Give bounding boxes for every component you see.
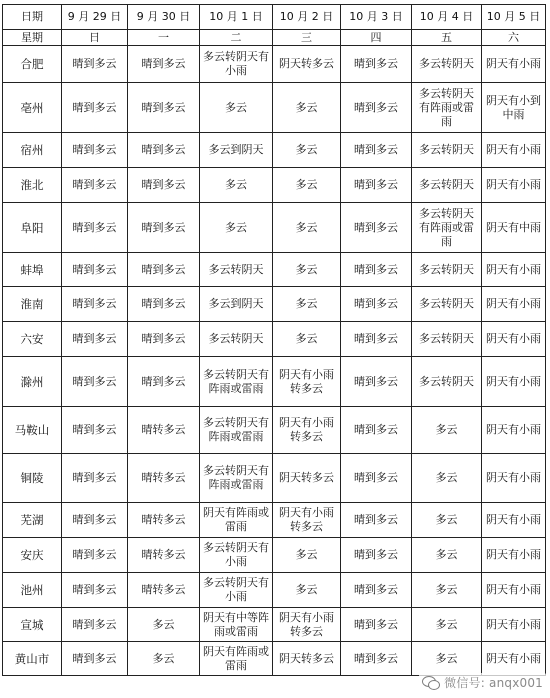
city-name: 宣城 [3, 608, 62, 642]
forecast-cell: 晴到多云 [341, 83, 412, 133]
table-row [3, 133, 546, 168]
table-row [3, 287, 546, 322]
city-name: 合肥 [3, 46, 62, 83]
forecast-cell: 多云转阴天 [412, 46, 482, 83]
weekday-header-cell: 五 [412, 30, 482, 46]
forecast-cell: 晴到多云 [341, 407, 412, 454]
forecast-cell: 阴天转多云 [273, 454, 341, 503]
forecast-cell: 晴到多云 [341, 168, 412, 203]
forecast-cell: 阴天有小雨 [482, 407, 546, 454]
table-row [3, 253, 546, 287]
table-row [3, 322, 546, 357]
forecast-cell: 多云转阴天有阵雨或雷雨 [200, 454, 273, 503]
forecast-cell: 多云 [412, 503, 482, 538]
forecast-cell: 晴到多云 [341, 203, 412, 253]
forecast-cell: 多云转阴天有阵雨或雷雨 [412, 83, 482, 133]
forecast-cell: 多云 [412, 454, 482, 503]
forecast-cell: 多云 [412, 608, 482, 642]
forecast-cell: 晴到多云 [62, 83, 128, 133]
forecast-cell: 晴转多云 [128, 538, 200, 573]
date-header-cell: 10 月 5 日 [482, 5, 546, 30]
forecast-cell: 晴到多云 [341, 642, 412, 676]
city-name: 蚌埠 [3, 253, 62, 287]
table-row [3, 503, 546, 538]
forecast-cell: 阴天有阵雨或雷雨 [200, 503, 273, 538]
forecast-cell: 晴到多云 [62, 454, 128, 503]
city-name: 马鞍山 [3, 407, 62, 454]
date-header-row [3, 5, 546, 30]
forecast-cell: 阴天转多云 [273, 642, 341, 676]
forecast-cell: 晴到多云 [62, 538, 128, 573]
forecast-cell: 多云 [412, 538, 482, 573]
date-header-cell: 10 月 2 日 [273, 5, 341, 30]
city-name: 阜阳 [3, 203, 62, 253]
city-name: 铜陵 [3, 454, 62, 503]
table-row [3, 407, 546, 454]
forecast-cell: 阴天有中等阵雨或雷雨 [200, 608, 273, 642]
forecast-cell: 阴天有阵雨或雷雨 [200, 642, 273, 676]
forecast-cell: 晴到多云 [128, 133, 200, 168]
forecast-cell: 多云 [273, 253, 341, 287]
city-name: 滁州 [3, 357, 62, 407]
forecast-cell: 多云转阴天 [412, 287, 482, 322]
city-name: 池州 [3, 573, 62, 608]
table-row [3, 357, 546, 407]
weekday-header-cell: 三 [273, 30, 341, 46]
city-name: 芜湖 [3, 503, 62, 538]
forecast-cell: 多云 [200, 203, 273, 253]
city-name: 淮北 [3, 168, 62, 203]
forecast-cell: 多云 [273, 168, 341, 203]
forecast-cell: 多云 [412, 573, 482, 608]
forecast-cell: 晴到多云 [128, 168, 200, 203]
forecast-cell: 多云转阴天 [412, 322, 482, 357]
table-row [3, 168, 546, 203]
forecast-cell: 晴到多云 [62, 642, 128, 676]
forecast-cell: 多云 [273, 538, 341, 573]
forecast-cell: 阴天有小雨 [482, 573, 546, 608]
forecast-cell: 多云转阴天有阵雨或雷雨 [412, 203, 482, 253]
table-row [3, 203, 546, 253]
forecast-cell: 晴到多云 [62, 203, 128, 253]
forecast-cell: 晴到多云 [62, 253, 128, 287]
forecast-cell: 阴天转多云 [273, 46, 341, 83]
forecast-cell: 多云 [412, 642, 482, 676]
forecast-cell: 阴天有中雨 [482, 203, 546, 253]
forecast-cell: 晴到多云 [341, 287, 412, 322]
forecast-cell: 阴天有小雨转多云 [273, 357, 341, 407]
table-row [3, 608, 546, 642]
forecast-cell: 晴到多云 [128, 253, 200, 287]
table-row [3, 538, 546, 573]
forecast-cell: 阴天有小雨 [482, 642, 546, 676]
forecast-cell: 晴转多云 [128, 503, 200, 538]
forecast-cell: 多云转阴天有小雨 [200, 46, 273, 83]
forecast-cell: 阴天有小雨 [482, 46, 546, 83]
forecast-cell: 晴到多云 [341, 322, 412, 357]
city-name: 安庆 [3, 538, 62, 573]
forecast-cell: 晴到多云 [128, 287, 200, 322]
forecast-cell: 晴到多云 [62, 322, 128, 357]
watermark-text: 微信号: anqx001 [444, 676, 543, 690]
table-row [3, 83, 546, 133]
forecast-cell: 多云转阴天 [412, 133, 482, 168]
forecast-cell: 多云 [273, 133, 341, 168]
forecast-cell: 阴天有小雨 [482, 608, 546, 642]
forecast-cell: 阴天有小雨 [482, 503, 546, 538]
table-row [3, 454, 546, 503]
forecast-cell: 多云转阴天 [412, 357, 482, 407]
weekday-header-cell: 一 [128, 30, 200, 46]
date-header-cell: 10 月 3 日 [341, 5, 412, 30]
forecast-cell: 多云 [128, 642, 200, 676]
forecast-cell: 阴天有小雨 [482, 454, 546, 503]
date-header-label: 日期 [3, 5, 62, 30]
forecast-cell: 多云 [273, 322, 341, 357]
forecast-cell: 晴到多云 [128, 203, 200, 253]
forecast-cell: 晴转多云 [128, 454, 200, 503]
forecast-cell: 晴到多云 [341, 133, 412, 168]
wechat-icon [422, 676, 440, 690]
forecast-cell: 阴天有小雨 [482, 322, 546, 357]
forecast-cell: 多云到阴天 [200, 133, 273, 168]
forecast-cell: 多云 [128, 608, 200, 642]
forecast-cell: 晴到多云 [62, 503, 128, 538]
weekday-header-cell: 四 [341, 30, 412, 46]
forecast-cell: 晴到多云 [128, 46, 200, 83]
forecast-cell: 阴天有小雨 [482, 538, 546, 573]
weekday-header-cell: 日 [62, 30, 128, 46]
forecast-cell: 晴到多云 [62, 407, 128, 454]
forecast-cell: 多云 [273, 287, 341, 322]
table-row [3, 573, 546, 608]
forecast-table-body [3, 46, 546, 676]
wechat-watermark [419, 673, 546, 692]
city-name: 黄山市 [3, 642, 62, 676]
forecast-cell: 多云转阴天 [412, 168, 482, 203]
forecast-cell: 晴到多云 [62, 357, 128, 407]
forecast-cell: 晴到多云 [62, 46, 128, 83]
forecast-cell: 多云 [273, 83, 341, 133]
forecast-cell: 晴到多云 [341, 357, 412, 407]
forecast-cell: 晴转多云 [128, 573, 200, 608]
table-row [3, 642, 546, 676]
forecast-cell: 晴到多云 [128, 322, 200, 357]
forecast-cell: 阴天有小雨转多云 [273, 407, 341, 454]
forecast-cell: 晴到多云 [341, 573, 412, 608]
weekday-header-cell: 二 [200, 30, 273, 46]
date-header-cell: 10 月 4 日 [412, 5, 482, 30]
forecast-cell: 阴天有小雨 [482, 253, 546, 287]
forecast-cell: 阴天有小到中雨 [482, 83, 546, 133]
forecast-cell: 晴到多云 [341, 454, 412, 503]
forecast-cell: 多云 [200, 83, 273, 133]
forecast-cell: 晴到多云 [341, 46, 412, 83]
weekday-header-cell: 六 [482, 30, 546, 46]
city-name: 亳州 [3, 83, 62, 133]
forecast-cell: 晴到多云 [128, 83, 200, 133]
weather-forecast-table [2, 4, 546, 676]
forecast-cell: 多云 [273, 573, 341, 608]
table-row [3, 46, 546, 83]
forecast-cell: 晴到多云 [341, 253, 412, 287]
forecast-cell: 多云转阴天 [412, 253, 482, 287]
weekday-header-row [3, 30, 546, 46]
forecast-cell: 晴到多云 [62, 608, 128, 642]
forecast-cell: 晴到多云 [62, 573, 128, 608]
forecast-cell: 阴天有小雨 [482, 168, 546, 203]
forecast-cell: 晴到多云 [341, 503, 412, 538]
date-header-cell: 9 月 29 日 [62, 5, 128, 30]
forecast-cell: 晴到多云 [62, 287, 128, 322]
forecast-cell: 晴到多云 [62, 133, 128, 168]
city-name: 淮南 [3, 287, 62, 322]
city-name: 宿州 [3, 133, 62, 168]
forecast-cell: 多云 [273, 203, 341, 253]
forecast-cell: 多云 [200, 168, 273, 203]
forecast-cell: 晴转多云 [128, 407, 200, 454]
forecast-cell: 多云转阴天有阵雨或雷雨 [200, 357, 273, 407]
forecast-cell: 阴天有小雨转多云 [273, 608, 341, 642]
forecast-cell: 晴到多云 [341, 538, 412, 573]
forecast-cell: 阴天有小雨 [482, 133, 546, 168]
city-name: 六安 [3, 322, 62, 357]
forecast-cell: 多云转阴天 [200, 253, 273, 287]
date-header-cell: 9 月 30 日 [128, 5, 200, 30]
forecast-cell: 多云 [412, 407, 482, 454]
forecast-cell: 多云转阴天有小雨 [200, 573, 273, 608]
forecast-cell: 多云转阴天 [200, 322, 273, 357]
forecast-cell: 多云到阴天 [200, 287, 273, 322]
forecast-cell: 晴到多云 [128, 357, 200, 407]
date-header-cell: 10 月 1 日 [200, 5, 273, 30]
forecast-cell: 多云转阴天有小雨 [200, 538, 273, 573]
forecast-cell: 阴天有小雨转多云 [273, 503, 341, 538]
forecast-cell: 阴天有小雨 [482, 287, 546, 322]
forecast-cell: 晴到多云 [62, 168, 128, 203]
forecast-cell: 多云转阴天有阵雨或雷雨 [200, 407, 273, 454]
forecast-cell: 晴到多云 [341, 608, 412, 642]
forecast-cell: 阴天有小雨 [482, 357, 546, 407]
weekday-header-label: 星期 [3, 30, 62, 46]
